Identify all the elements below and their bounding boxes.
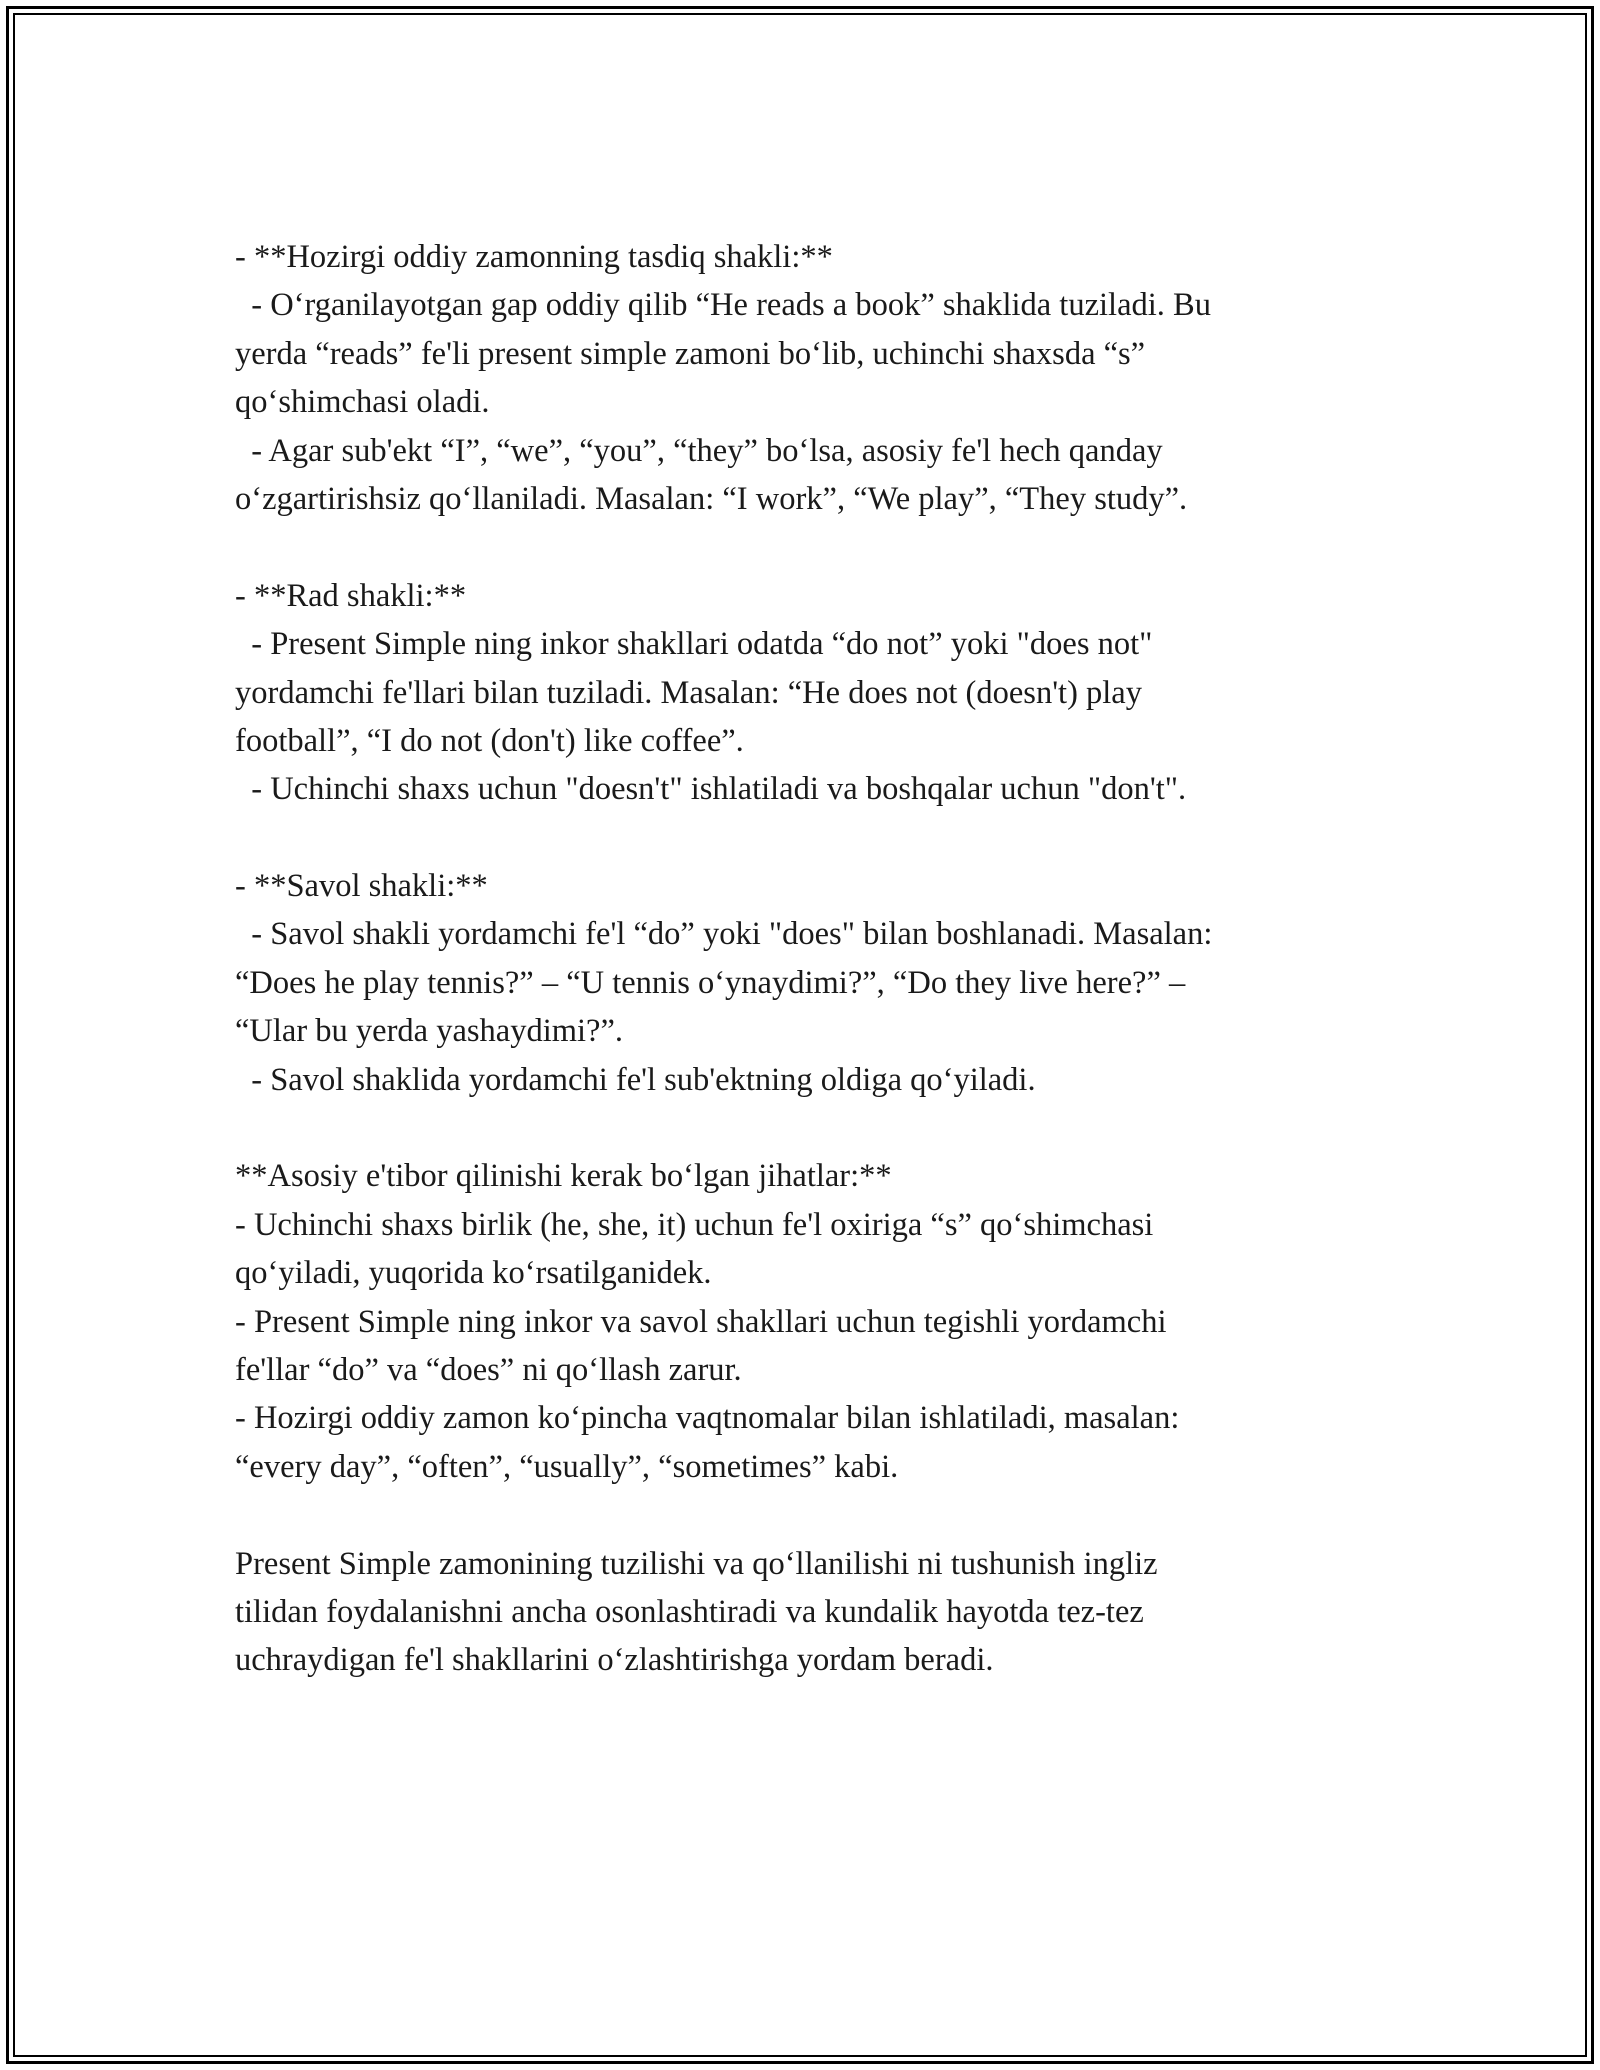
section-question <box>235 862 1395 1104</box>
paragraph-gap <box>235 1104 1395 1152</box>
text-line: fe'llar “do” va “does” ni qo‘llash zarur. <box>235 1351 742 1388</box>
paragraph-gap <box>235 1491 1395 1539</box>
text-line: “Ular bu yerda yashaydimi?”. <box>235 1013 624 1050</box>
text-line: - Uchinchi shaxs uchun "doesn't" ishlatiladi va boshqalar uchun "don't". <box>235 771 1187 808</box>
text-line: - Savol shaklida yordamchi fe'l sub'ektning oldiga qo‘yiladi. <box>235 1061 1036 1098</box>
text-line: football”, “I do not (don't) like coffee”. <box>235 722 744 759</box>
section-heading: **Asosiy e'tibor qilinishi kerak bo‘lgan jihatlar:** <box>235 1158 892 1195</box>
section-negative <box>235 572 1395 814</box>
text-line: - O‘rganilayotgan gap oddiy qilib “He reads a book” shaklida tuziladi. Bu <box>235 287 1211 324</box>
text-line: - Savol shakli yordamchi fe'l “do” yoki "does" bilan boshlanadi. Masalan: <box>235 916 1213 953</box>
section-key-points <box>235 1152 1395 1491</box>
section-heading: - **Savol shakli:** <box>235 868 488 905</box>
paragraph-gap <box>235 523 1395 571</box>
text-line: - Present Simple ning inkor va savol shakllari uchun tegishli yordamchi <box>235 1303 1167 1340</box>
paragraph-gap <box>235 814 1395 862</box>
text-line: tilidan foydalanishni ancha osonlashtiradi va kundalik hayotda tez-tez <box>235 1593 1144 1630</box>
text-line: Present Simple zamonining tuzilishi va qo‘llanilishi ni tushunish ingliz <box>235 1545 1158 1582</box>
text-line: qo‘shimchasi oladi. <box>235 384 490 421</box>
text-line: - Agar sub'ekt “I”, “we”, “you”, “they” bo‘lsa, asosiy fe'l hech qanday <box>235 432 1163 469</box>
text-line: - Present Simple ning inkor shakllari odatda “do not” yoki "does not" <box>235 626 1153 663</box>
text-line: qo‘yiladi, yuqorida ko‘rsatilganidek. <box>235 1255 712 1292</box>
document-body <box>235 233 1395 1685</box>
text-line: yerda “reads” fe'li present simple zamoni bo‘lib, uchinchi shaxsda “s” <box>235 335 1146 372</box>
text-line: - Hozirgi oddiy zamon ko‘pincha vaqtnomalar bilan ishlatiladi, masalan: <box>235 1400 1180 1437</box>
text-line: yordamchi fe'llari bilan tuziladi. Masalan: “He does not (doesn't) play <box>235 674 1142 711</box>
section-heading: - **Hozirgi oddiy zamonning tasdiq shakli:** <box>235 239 833 275</box>
text-line: uchraydigan fe'l shakllarini o‘zlashtirishga yordam beradi. <box>235 1642 994 1679</box>
text-line: “Does he play tennis?” – “U tennis o‘ynaydimi?”, “Do they live here?” – <box>235 964 1186 1001</box>
text-line: “every day”, “often”, “usually”, “sometimes” kabi. <box>235 1448 899 1485</box>
section-conclusion <box>235 1540 1395 1685</box>
text-line: o‘zgartirishsiz qo‘llaniladi. Masalan: “I work”, “We play”, “They study”. <box>235 480 1188 517</box>
section-affirmative <box>235 233 1395 523</box>
section-heading: - **Rad shakli:** <box>235 577 467 614</box>
text-line: - Uchinchi shaxs birlik (he, she, it) uchun fe'l oxiriga “s” qo‘shimchasi <box>235 1206 1154 1243</box>
